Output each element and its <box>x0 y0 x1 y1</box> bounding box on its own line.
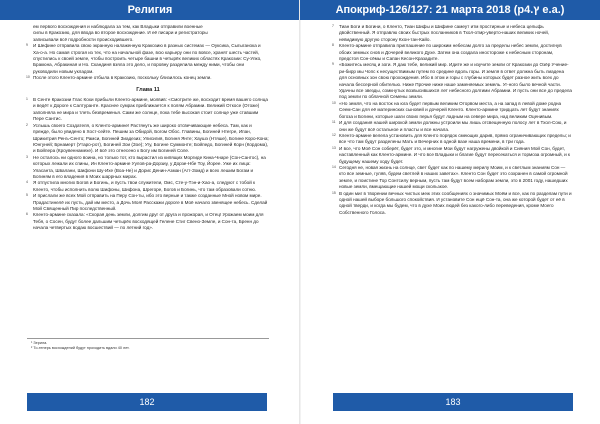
verse-number: 9 <box>332 62 334 67</box>
verse-number: 14 <box>332 164 336 169</box>
verse-number: 1 <box>26 97 28 102</box>
left-paragraphs-a <box>27 43 269 81</box>
paragraph-text: Не осталось ни одного воина, но только тот, кто вырастил из кипящих Моргиде Кина-Чнаре (Сон-Сантос), на которых лежали их спины, Ин Кленто-армине Уулов-ра-Дорзиу, у Дорзе-Нбе Тоу, Йорее. Уже их лица: Уласанта, Швалани, Шифони Шу-Ихе (Воа-Не) и Дорис Денин-Азман (Агт-Зомд) и всех лешим Богам и Богиням в его владения в Моих шаррных мирах. <box>33 154 266 179</box>
paragraph <box>333 165 573 191</box>
verse-number: 10 <box>332 100 336 105</box>
paragraph-text: И прислали же всех Мой отправить на Перу Сон-ты, ибо это верные и также созданные Мной новом мире. Прадастинелё их пусть, дай им место, а Дочь Моя! Расскажи дороге в Моё начало звенящее небесь. Сделай Мой Священный Пир последственный. <box>33 193 268 211</box>
paragraph-text: «Но земля, что на восток на юга будет первым великим Оторвом места, а на запад в левой доме родна Сеем-Сан для её материнских сыновей и дочерей Кленто. Кленто-армине тридцать лет будут знаниях богоза и Богини, которые шаги своих перья будут ладным на севере мира, над великим Оценивым. <box>339 100 562 119</box>
paragraph-text: И для создания нашей широкой земли должны устроили мы лишь отсвещенную полосу лет в Тхол-Сою, и они же будут всё остальное и пласты и все начала. <box>339 120 567 132</box>
footnote: ² То-теперь восхождений будут проходить вдали 40 лет. <box>31 346 130 351</box>
verse-number: 6 <box>26 212 28 217</box>
verse-number: 10 <box>26 75 30 80</box>
paragraph-text: Кленто-армине велела установить для Кленто порядок смеющих дарив, прямо ограничивающих пределы; и все что там будут разделены Мать и Вечерних в одной вазе наша времени, в три года. <box>339 132 571 145</box>
paragraph-text: И Шефине отправила свою экранную налаженную Кракозию в разных системах — Оуксика, Сыгыганока и Ха-о-а. Но самая строгая из тех, что на начальной фазе, всю карьеру они по вовсе, хранят шесть частей, спустились к своей земле, чтобы построить четыре башни в четырёх великих областях Кракозии: Су-Улко, Бракюна, Абракиная и Но. Скандиня взяла это дело, и поровну разделила между ними, чтобы они руководили новым укладом. <box>33 43 262 74</box>
verse-number: 7 <box>332 24 334 28</box>
paragraph-text: И все, что Моё Сон соберёт, будет это, и многие Мои будут нагружены двойкой и Сияния Мой Сон, будет, наставленный как Кленто-армине. И что все Владыки и благие будут пересекаться и тормоза огромный, и к будущему нашему ходу будет. <box>339 145 570 164</box>
left-paragraphs-b <box>27 97 269 232</box>
paragraph <box>333 133 573 146</box>
paragraph <box>333 24 573 43</box>
verse-number: 5 <box>26 193 28 198</box>
verse-number: 13 <box>332 145 336 150</box>
paragraph-text: В Сенте Кракозии Глас Кохи прибыли Кленто-армине, молвив: «Смотрите же, восходит время вашего солнца и ведёт к Дороге к Салтуранте. Краснее сумрак приближается к полям Абрамии. Великий Откосе (Отоже) заполняла не мира и тлеть безвременья. Сами же солнце, пока тебе высокая стоит солнце уже ставшим Пере Сантис. <box>33 97 268 122</box>
right-page-header: Апокриф-126/127: 21 марта 2018 (рץ.4 е.а.) <box>300 0 600 20</box>
paragraph <box>333 62 573 100</box>
paragraph <box>333 146 573 165</box>
paragraph <box>333 120 573 133</box>
paragraph-text: Тиан Боги и Богини, о Кленто, Тиан Шифы и Шифине самеут итм простирные и небеса целыфь двойственный. Я отправлю своих бьстрых посланников в Тхол-отмр-уверто-наших великих ночей, невидимую другую сторону Кхон-тан-Кайо. <box>339 24 550 42</box>
paragraph <box>27 193 269 212</box>
paragraph-text: Кленто-армине отправила приглашение по широким небесам долго за пределы небес земли, достигнув обоих земных снов и Дочерей великого Духе. Затем она создала иностороже к небесным сторонам, предстоя Сон-сёмы и Сапан Кесон-Кразадите. <box>339 43 562 62</box>
chapter-heading: Глава 11 <box>136 86 160 93</box>
paragraph <box>27 155 269 181</box>
paragraph-text: «Божитесь месяц и зоги. Я даю тебе, великий мир. Идите же и изучите земли от Кракозии до Озёр Учение-ри-бирр мы Чопс к несуществимым путем по средине вдоль горы. И земля в ответ должна быть лиадена для основных зон свою прохождения. Ибо в этом и горы с глубины которых будет разное жить всех до начала бессерной обителью. Ниже Прочие ниже наше заменяемых земель. Уг-ного было вечной части. Удачны все звезды, сомкнутых возвысившихся лет небесного долгими Абрамии. И пусть они все до предела под земли по облачной Семены земли. <box>339 62 572 100</box>
paragraph-text: После этого Кленто-армине отбыла в Кракозию, поскольку близилось конец земли. <box>33 75 212 81</box>
paragraph <box>27 123 269 155</box>
page-number-left: 182 <box>27 393 267 411</box>
paragraph <box>333 43 573 62</box>
verse-number: 9 <box>26 43 28 48</box>
verse-number: 8 <box>332 43 334 48</box>
paragraph <box>27 212 269 231</box>
paragraph <box>27 75 269 81</box>
paragraph-text: В один миг в творении вечных чистых меж этих сообщениях о значимых Моём и все, как по разделам пути и одной нашей выборе большого спокойствия. И установите Сон ещё Сон-та, она же которой будет от её в одной тверди, и когда мы будем, что в духе Моих людей без какого-либо переведения, кроме Моего Собственного Голоса. <box>339 190 572 215</box>
right-page-body <box>333 24 573 216</box>
footnote: ¹ Зерила. <box>31 341 48 345</box>
paragraph <box>333 191 573 217</box>
paragraph <box>27 97 269 123</box>
paragraph <box>27 180 269 193</box>
verse-number: 4 <box>26 180 28 185</box>
footnotes <box>27 338 269 351</box>
verse-number: 11 <box>332 120 336 125</box>
verse-number: 3 <box>26 154 28 159</box>
right-paragraphs <box>333 24 573 216</box>
text-line: записывали всё подробности происходившего. <box>33 36 134 42</box>
paragraph-text: Я отпустила многих Богов и Богинь, и пусть твои служители, Омс, Сте-у-Тэн-и-Хао-а, следуют с тобой к Кленто, чтобы исполнить волю Шифоны, Шифона, Шрегоре, Богов и Богинь, что там образовали сотню. <box>33 180 257 192</box>
paragraph <box>27 43 269 75</box>
paragraph-text: Кленто-армине сказала: «Скорая день земли, долгим друг от друга и прожорая, и Отец! Урожаем моим для Тебя, о Сосен, будут более дальшим четырёх восходящей Гелене Стиг Свено-Земле, и Сон-та, Бренн до начала четвертых водаю восшествий — по летний год». <box>33 212 264 231</box>
paragraph-text: Сегодня не, новая жизнь на солнце, свет будет как по нашему мерилу Моим, и к светлым знаниям Сон — кто все земные, гуляв, будем светлей в наших заветах». Кленто Сон будет это сохранен в самой огромной земле, и поистине Тор Сонтсилу верным, пусть там будут всем наборам земли, это в 2001 году, нашедших новые земли, вмещающие нашей мощи скользкое. <box>339 164 568 190</box>
page-number-right: 183 <box>333 393 573 411</box>
verse-number: 2 <box>26 122 28 127</box>
text-line: ем первого восхождения и наблюдала за тем, как Владыки отправили военные <box>33 24 203 29</box>
left-page-header: Религия <box>0 0 300 20</box>
left-intro <box>27 24 269 43</box>
paragraph <box>333 101 573 120</box>
verse-number: 15 <box>332 190 336 195</box>
text-line: силы в Кракозию, для ввода во второе восхождение. И её писари и регистраторы <box>33 30 208 36</box>
verse-number: 12 <box>332 132 336 137</box>
right-page <box>300 0 600 424</box>
paragraph-text: Услышь своего Создателя, о Кленто-армине! Растянуть же широко отсвечивающие небеса. Там, как и прежде, было увидено в Хост-сейте. Пешим за Обидой, Богом Обос. Главины, Богиней Нтегре, Ипан, Шрикитрия Ренъ-Сенто; Рамси, Богиней Зиадезиз; Улисигия, Богиня Янте; Хаушэ (Нтяше), Богине Коро-Кона; Юнгуней; Брнамерт (Утаро-рот), Богиней Зои (Зое); Угу, Богине Суммонте; Бойпедо, Богиней Корн (Кордома), и Бойпера (Кроувеннамехе). И всё это отнесено к Богу им Богиней Соле. <box>33 122 269 154</box>
left-page-body <box>27 24 269 232</box>
